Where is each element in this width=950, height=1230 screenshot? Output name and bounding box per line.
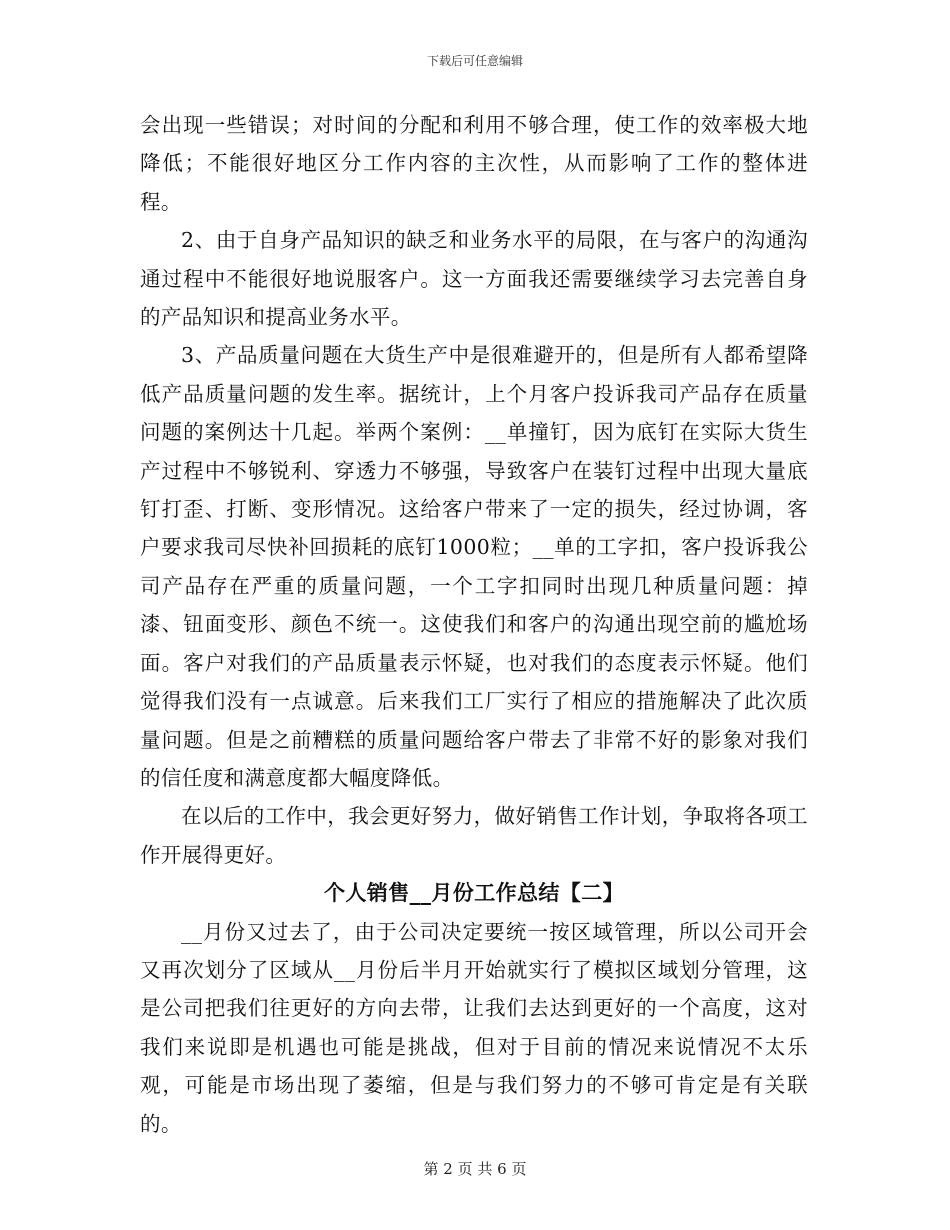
paragraph-item-2: 2、由于自身产品知识的缺乏和业务水平的局限，在与客户的沟通沟通过程中不能很好地说服客户。这一方面我还需要继续学习去完善自身的产品知识和提高业务水平。 — [140, 228, 808, 330]
document-body — [140, 106, 808, 1143]
paragraph-section-two: __月份又过去了，由于公司决定要统一按区域管理，所以公司开会又再次划分了区域从__月份后半月开始就实行了模拟区域划分管理，这是公司把我们往更好的方向去带，让我们去达到更好的一个高度，这对我们来说即是机遇也可能是挑战，但对于目前的情况来说情况不太乐观，可能是市场出现了萎缩，但是与我们努力的不够可肯定是有关联的。 — [140, 919, 808, 1136]
page-footer: 第 2 页 共 6 页 — [423, 1160, 527, 1178]
paragraph-closing: 在以后的工作中，我会更好努力，做好销售工作计划，争取将各项工作开展得更好。 — [140, 804, 808, 867]
page-header: 下载后可任意编辑 — [426, 54, 523, 68]
paragraph-continuation: 会出现一些错误；对时间的分配和利用不够合理，使工作的效率极大地降低；不能很好地区分工作内容的主次性，从而影响了工作的整体进程。 — [140, 113, 808, 214]
paragraph-item-3: 3、产品质量问题在大货生产中是很难避开的，但是所有人都希望降低产品质量问题的发生率。据统计，上个月客户投诉我司产品存在质量问题的案例达十几起。举两个案例：__单撞钉，因为底钉在实际大货生产过程中不够锐利、穿透力不够强，导致客户在装钉过程中出现大量底钉打歪、打断、变形情况。这给客户带来了一定的损失，经过协调，客户要求我司尽快补回损耗的底钉1000粒；__单的工字扣，客户投诉我公司产品存在严重的质量问题，一个工字扣同时出现几种质量问题：掉漆、钮面变形、颜色不统一。这使我们和客户的沟通出现空前的尴尬场面。客户对我们的产品质量表示怀疑，也对我们的态度表示怀疑。他们觉得我们没有一点诚意。后来我们工厂实行了相应的措施解决了此次质量问题。但是之前糟糕的质量问题给客户带去了非常不好的影象对我们的信任度和满意度都大幅度降低。 — [140, 343, 808, 790]
section-heading: 个人销售__月份工作总结【二】 — [324, 880, 624, 906]
